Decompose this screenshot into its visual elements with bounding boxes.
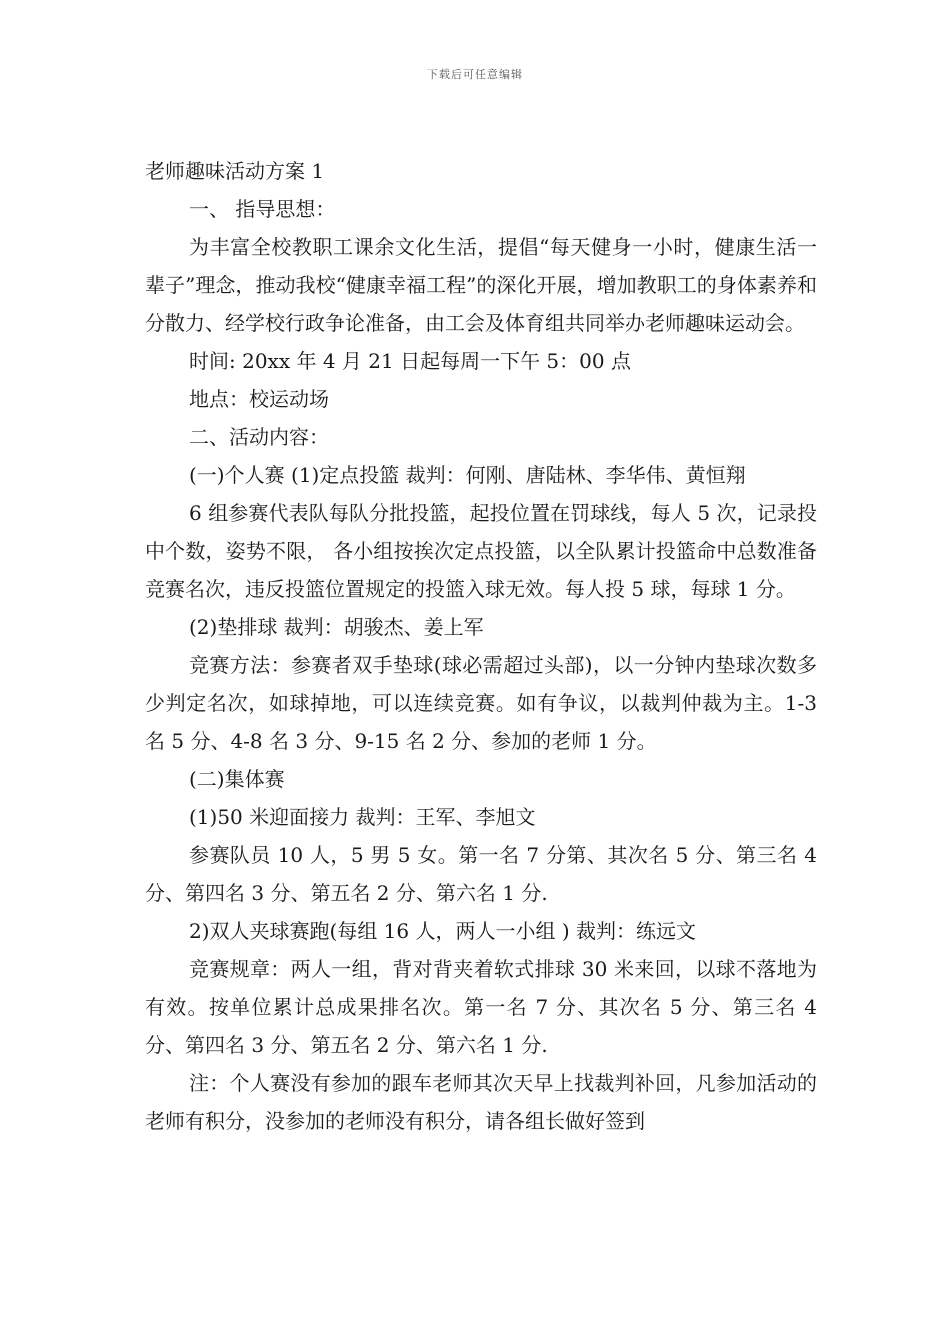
paragraph-relay: (1)50 米迎面接力 裁判：王军、李旭文 <box>189 805 536 829</box>
document-title: 老师趣味活动方案 1 <box>145 159 325 183</box>
paragraph-purpose: 为丰富全校教职工课余文化生活，提倡“每天健身一小时，健康生活一辈子”理念，推动我校“健康幸福工程”的深化开展，增加教职工的身体素养和分散力、经学校行政争论准备，由工会及体育组共同举办老师趣味运动会。 <box>145 235 817 335</box>
section-heading-guiding-idea: 一、 指导思想： <box>189 197 336 221</box>
paragraph-relay-rules: 参赛队员 10 人，5 男 5 女。第一名 7 分第、其次名 5 分、第三名 4 分、第四名 3 分、第五名 2 分、第六名 1 分. <box>145 843 824 905</box>
document-body <box>145 152 824 1140</box>
paragraph-basketball-rules: 6 组参赛代表队每队分批投篮，起投位置在罚球线，每人 5 次，记录投中个数，姿势不限， 各小组按挨次定点投篮，以全队累计投篮命中总数准备竞赛名次，违反投篮位置规定的投篮入球无效。每人投 5 球，每球 1 分。 <box>145 501 817 601</box>
paragraph-ball-race: 2)双人夹球赛跑(每组 16 人，两人一小组 ) 裁判：练远文 <box>189 919 697 943</box>
paragraph-location: 地点：校运动场 <box>189 387 329 411</box>
paragraph-ball-race-rules: 竞赛规章：两人一组，背对背夹着软式排球 30 米来回，以球不落地为有效。按单位累计总成果排名次。第一名 7 分、其次名 5 分、第三名 4 分、第四名 3 分、第五名 2 分、第六名 1 分. <box>145 957 824 1057</box>
paragraph-individual-basketball: (一)个人赛 (1)定点投篮 裁判：何刚、唐陆林、李华伟、黄恒翔 <box>189 463 746 487</box>
paragraph-volleyball: (2)垫排球 裁判：胡骏杰、姜上军 <box>189 615 484 639</box>
paragraph-group-event: (二)集体赛 <box>189 767 285 791</box>
paragraph-time: 时间: 20xx 年 4 月 21 日起每周一下午 5：00 点 <box>189 349 631 373</box>
section-heading-activity-content: 二、活动内容： <box>189 425 329 449</box>
paragraph-volleyball-rules: 竞赛方法：参赛者双手垫球(球必需超过头部)，以一分钟内垫球次数多少判定名次，如球掉地，可以连续竞赛。如有争议，以裁判仲裁为主。1-3 名 5 分、4-8 名 3 分、9-15 名 2 分、参加的老师 1 分。 <box>145 653 824 753</box>
page-header: 下载后可任意编辑 <box>427 68 523 81</box>
paragraph-note: 注：个人赛没有参加的跟车老师其次天早上找裁判补回，凡参加活动的老师有积分，没参加的老师没有积分，请各组长做好签到 <box>145 1071 817 1133</box>
